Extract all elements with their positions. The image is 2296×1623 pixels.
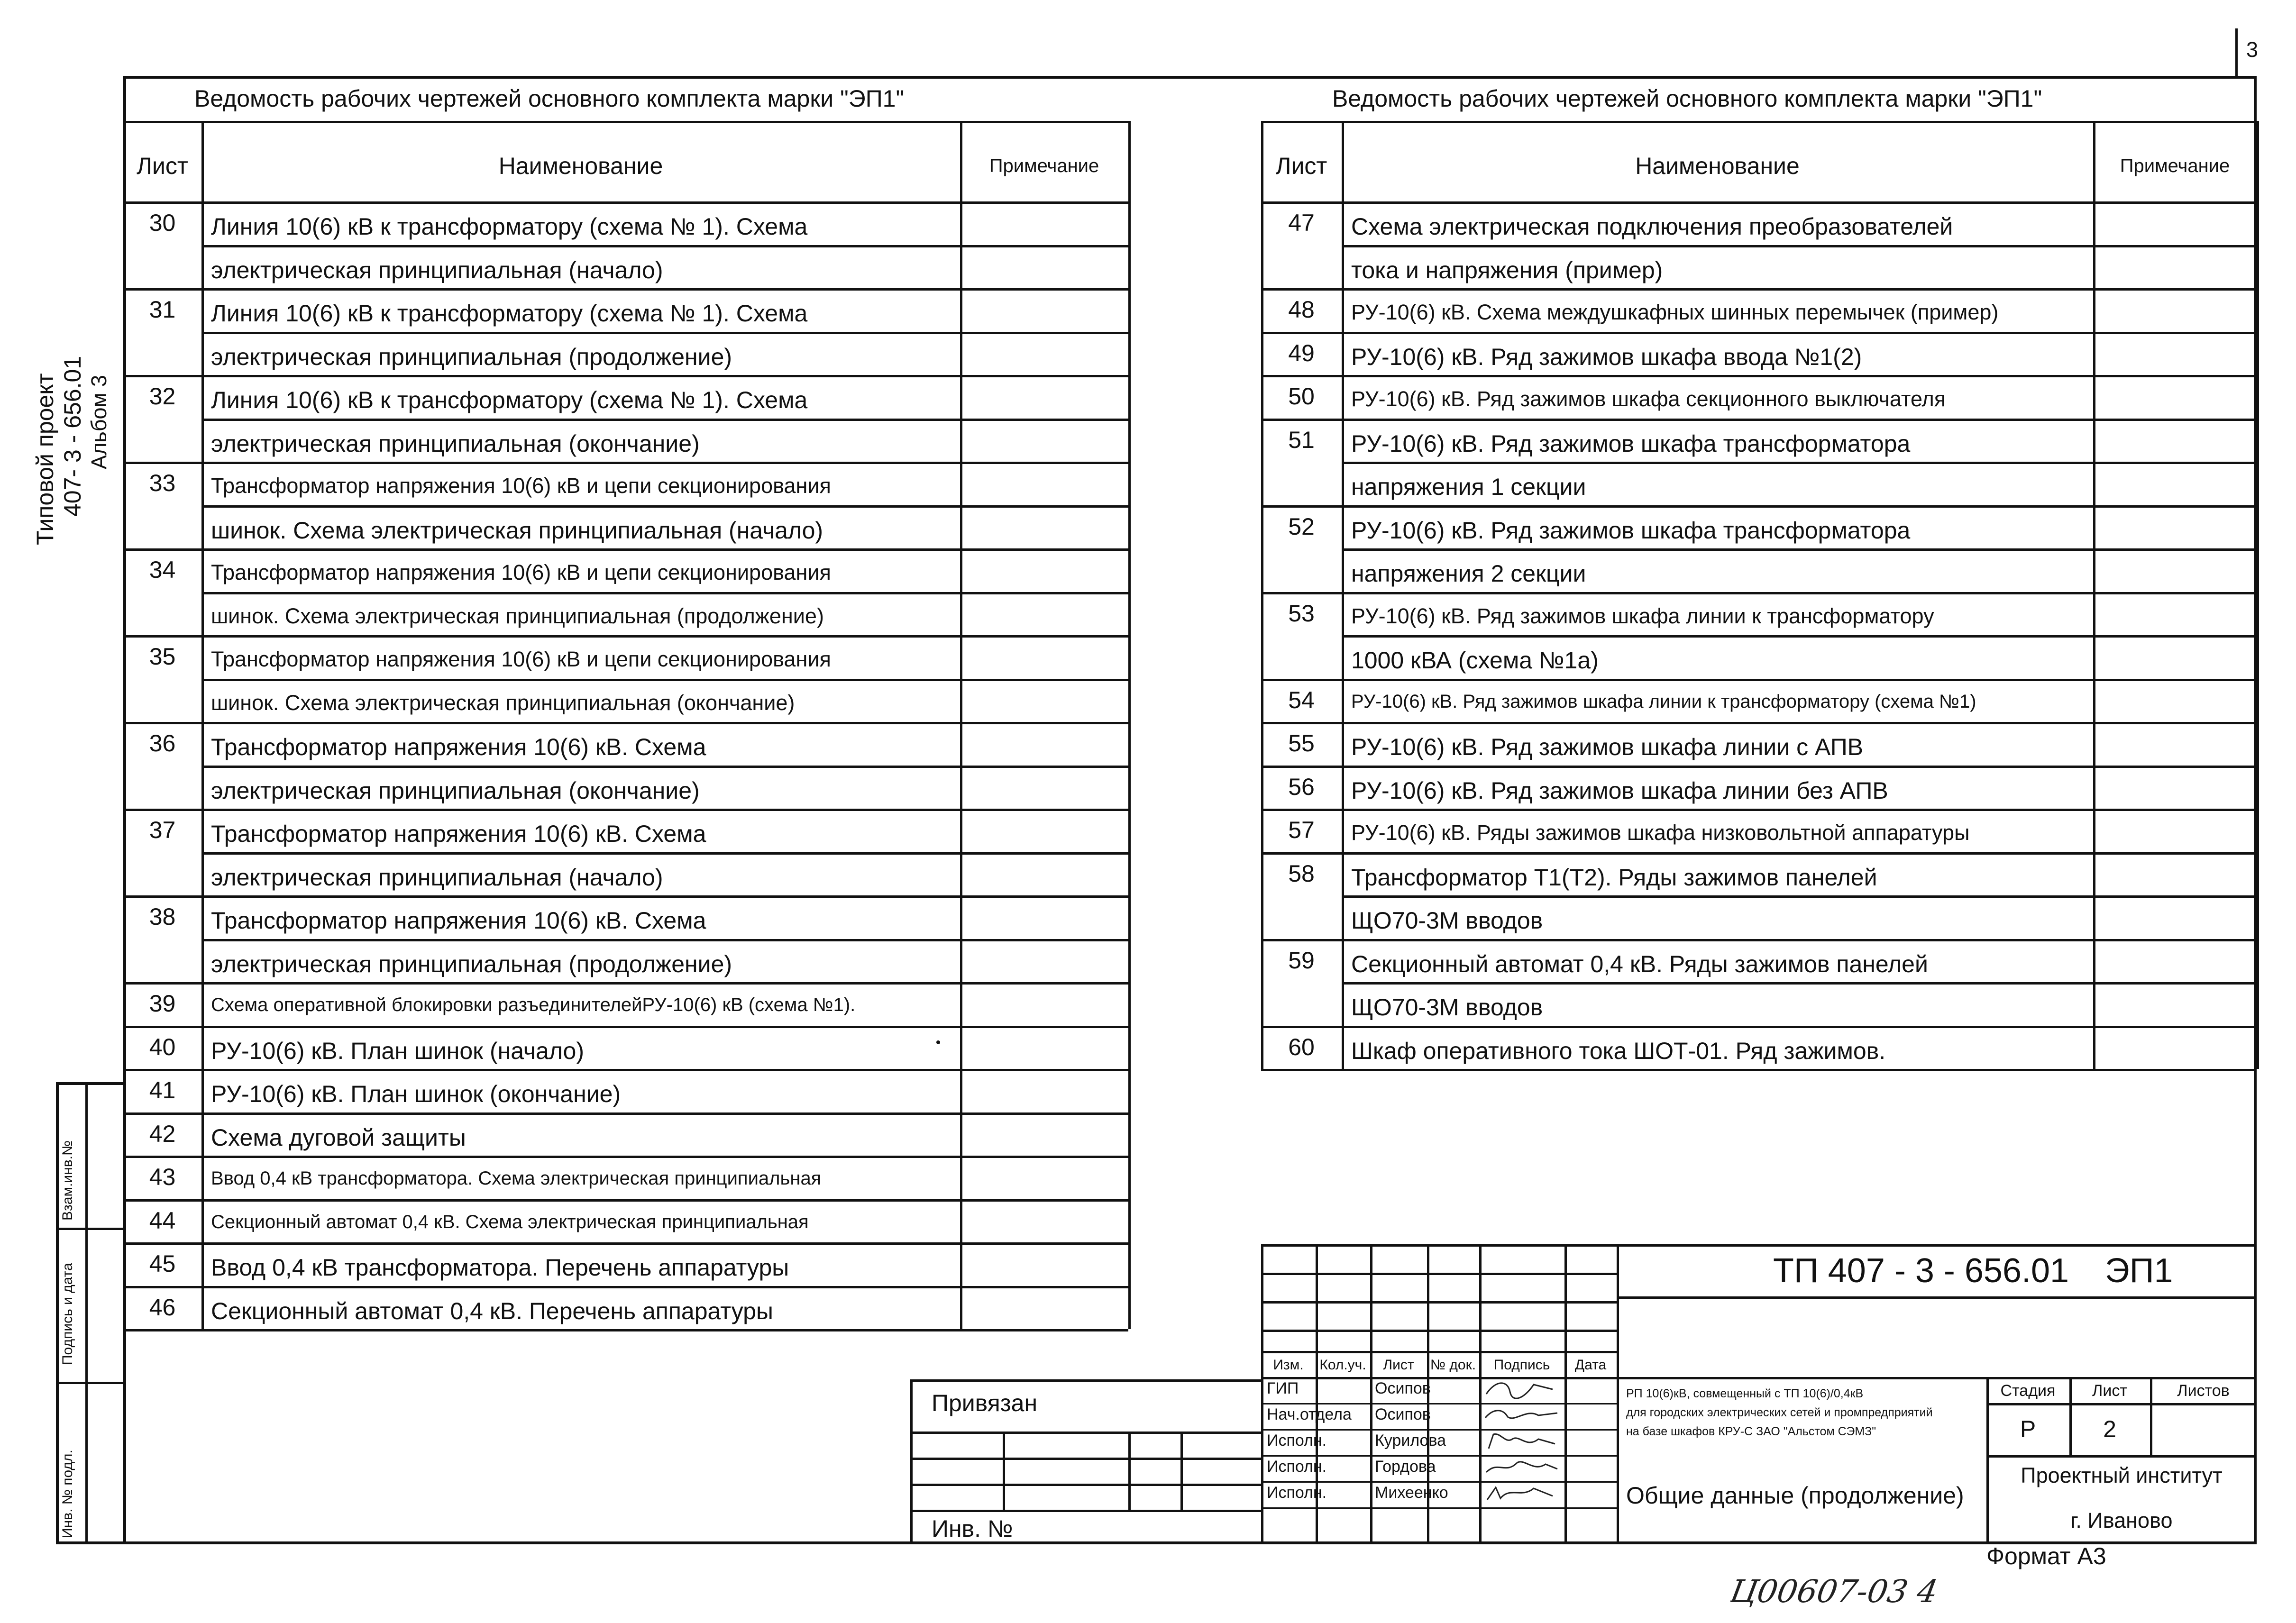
row-name: РУ-10(6) кВ. Ряд зажимов шкафа ввода №1(2) — [1351, 343, 1862, 370]
row-name: Трансформатор Т1(Т2). Ряды зажимов панелей — [1351, 864, 1877, 891]
rule — [1261, 1377, 1617, 1379]
row-sheet-number: 52 — [1288, 513, 1315, 540]
row-name: Шкаф оперативного тока ШОТ-01. Ряд зажимов. — [1351, 1037, 1886, 1064]
row-name: Линия 10(6) кВ к трансформатору (схема № 1). Схема — [211, 213, 808, 240]
row-sheet-number: 34 — [149, 556, 176, 583]
rule — [123, 1242, 1128, 1245]
rule — [1342, 635, 2257, 638]
row-name-cont: электрическая принципиальная (начало) — [211, 256, 663, 283]
stamp-sign-date: Подпись и дата — [60, 1263, 75, 1365]
signature-mark — [1482, 1482, 1562, 1505]
rule — [1261, 375, 2257, 377]
rule — [123, 635, 1128, 638]
rule — [1261, 505, 2257, 508]
tb-name: Михеенко — [1375, 1484, 1448, 1502]
rule — [1261, 201, 2257, 204]
row-name-cont: тока и напряжения (пример) — [1351, 256, 1663, 283]
side-label-line3: Альбом 3 — [87, 375, 111, 469]
rule — [123, 1286, 1128, 1288]
row-name-cont: шинок. Схема электрическая принципиальная (начало) — [211, 517, 823, 544]
row-sheet-number: 56 — [1288, 773, 1315, 800]
row-name: Схема дуговой защиты — [211, 1124, 466, 1151]
rule — [123, 1112, 1128, 1115]
rule — [201, 505, 1128, 508]
rule — [123, 809, 1128, 811]
tb-name: Курилова — [1375, 1432, 1446, 1450]
tb-name: Гордова — [1375, 1458, 1436, 1476]
row-sheet-number: 33 — [149, 470, 176, 496]
tb-role: Исполн. — [1267, 1484, 1327, 1502]
rule — [1261, 1403, 1617, 1404]
signature-mark — [1482, 1456, 1562, 1479]
row-name: Трансформатор напряжения 10(6) кВ и цепи секционирования — [211, 474, 831, 498]
rule — [123, 201, 1128, 204]
rule — [1261, 419, 2257, 421]
rule — [1261, 1507, 1617, 1509]
rule — [1261, 332, 2257, 334]
row-name: Ввод 0,4 кВ трансформатора. Схема электрическая принципиальная — [211, 1168, 822, 1189]
rule — [1261, 939, 2257, 941]
rule — [201, 852, 1128, 855]
row-name: РУ-10(6) кВ. Ряд зажимов шкафа линии с АПВ — [1351, 734, 1864, 760]
rule — [123, 462, 1128, 464]
side-label-line2: 407- 3 - 656.01 — [59, 356, 86, 517]
tb-mark: ЭП1 — [2105, 1252, 2173, 1290]
rule — [201, 679, 1128, 681]
header-sheet: Лист — [1275, 153, 1327, 179]
rule — [201, 592, 1128, 594]
row-name-cont: электрическая принципиальная (окончание) — [211, 777, 700, 804]
row-name: Трансформатор напряжения 10(6) кВ и цепи секционирования — [211, 647, 831, 671]
rule — [1261, 1481, 1617, 1483]
rule — [1342, 121, 1344, 1069]
tb-sheet: 2 — [2103, 1416, 2116, 1442]
row-name: Секционный автомат 0,4 кВ. Схема электрическая принципиальная — [211, 1211, 809, 1232]
right-table-title: Ведомость рабочих чертежей основного комплекта марки "ЭП1" — [1332, 85, 2042, 112]
rule — [1617, 1296, 2257, 1299]
rule — [1261, 1301, 1617, 1304]
page-number: 3 — [2246, 37, 2259, 62]
rule — [201, 419, 1128, 421]
row-sheet-number: 50 — [1288, 383, 1315, 410]
row-sheet-number: 32 — [149, 383, 176, 410]
row-sheet-number: 43 — [149, 1164, 176, 1190]
tb-col-header: Подпись — [1493, 1357, 1550, 1373]
row-name: Секционный автомат 0,4 кВ. Ряды зажимов панелей — [1351, 950, 1928, 977]
rule — [1261, 288, 2257, 291]
rule — [1261, 1330, 1617, 1332]
rule — [1617, 1377, 2257, 1379]
row-sheet-number: 54 — [1288, 686, 1315, 713]
rule — [123, 1329, 1128, 1331]
tb-name: Осипов — [1375, 1379, 1431, 1397]
rule — [1261, 809, 2257, 811]
row-sheet-number: 39 — [149, 990, 176, 1017]
tb-role: Исполн. — [1267, 1432, 1327, 1450]
row-sheet-number: 59 — [1288, 947, 1315, 974]
row-sheet-number: 31 — [149, 296, 176, 323]
rule — [201, 245, 1128, 247]
rule — [201, 332, 1128, 334]
handwritten-number — [1730, 1564, 1996, 1619]
row-sheet-number: 60 — [1288, 1033, 1315, 1060]
row-sheet-number: 36 — [149, 730, 176, 757]
row-sheet-number: 45 — [149, 1250, 176, 1277]
header-note: Примечание — [2120, 155, 2230, 176]
row-sheet-number: 53 — [1288, 600, 1315, 627]
row-name-cont: электрическая принципиальная (продолжение) — [211, 343, 732, 370]
stamp-inv-orig: Инв. № подл. — [60, 1450, 75, 1538]
row-name: Трансформатор напряжения 10(6) кВ. Схема — [211, 907, 706, 934]
row-sheet-number: 51 — [1288, 426, 1315, 453]
tb-col-header: Кол.уч. — [1319, 1357, 1366, 1373]
rule — [1342, 982, 2257, 985]
row-name-cont: напряжения 1 секции — [1351, 474, 1586, 500]
rule — [2093, 121, 2095, 1069]
stray-dot — [936, 1040, 940, 1044]
header-note: Примечание — [989, 155, 1099, 176]
format-label: Формат А3 — [1986, 1543, 2106, 1569]
tb-sheet-label: Лист — [2092, 1382, 2127, 1400]
rule — [1261, 766, 2257, 768]
row-name-cont: шинок. Схема электрическая принципиальная (продолжение) — [211, 603, 824, 628]
row-name-cont: напряжения 2 секции — [1351, 560, 1586, 587]
rule — [960, 121, 962, 1329]
rule — [1261, 1244, 2257, 1247]
stamp-replace-inv: Взам.инв.№ — [60, 1140, 75, 1221]
rule — [1261, 1069, 2257, 1071]
row-name: Трансформатор напряжения 10(6) кВ. Схема — [211, 734, 706, 760]
rule — [123, 288, 1128, 291]
rule — [123, 1026, 1128, 1028]
row-name: Трансформатор напряжения 10(6) кВ. Схема — [211, 821, 706, 847]
row-name: РУ-10(6) кВ. Ряд зажимов шкафа линии к трансформатору (схема №1) — [1351, 691, 1976, 712]
rule — [1261, 722, 2257, 724]
row-name: Линия 10(6) кВ к трансформатору (схема № 1). Схема — [211, 387, 808, 413]
row-sheet-number: 57 — [1288, 817, 1315, 843]
row-name: Ввод 0,4 кВ трансформатора. Перечень аппаратуры — [211, 1254, 789, 1281]
row-name-cont: электрическая принципиальная (окончание) — [211, 430, 700, 457]
rule — [1342, 895, 2257, 898]
side-label-line1: Типовой проект — [32, 373, 58, 545]
tb-col-header: № док. — [1430, 1357, 1476, 1373]
row-sheet-number: 38 — [149, 903, 176, 930]
rule — [123, 548, 1128, 551]
row-name-cont: шинок. Схема электрическая принципиальная (окончание) — [211, 690, 795, 715]
row-name: РУ-10(6) кВ. План шинок (окончание) — [211, 1081, 621, 1107]
row-name: Схема оперативной блокировки разъединителейРУ-10(6) кВ (схема №1). — [211, 994, 856, 1015]
row-sheet-number: 44 — [149, 1207, 176, 1234]
row-name: РУ-10(6) кВ. Ряд зажимов шкафа трансформатора — [1351, 517, 1911, 544]
binding-inv: Инв. № — [932, 1515, 1013, 1542]
tb-org-line1: Проектный институт — [2021, 1463, 2223, 1487]
row-name: РУ-10(6) кВ. Ряд зажимов шкафа линии к трансформатору — [1351, 603, 1934, 628]
rule — [201, 939, 1128, 941]
row-name-cont: электрическая принципиальная (начало) — [211, 864, 663, 891]
rule — [201, 121, 204, 1329]
tb-sheets-label: Листов — [2177, 1382, 2230, 1400]
row-sheet-number: 58 — [1288, 860, 1315, 887]
row-name: РУ-10(6) кВ. Ряд зажимов шкафа секционного выключателя — [1351, 387, 1946, 411]
rule — [123, 722, 1128, 724]
row-sheet-number: 55 — [1288, 730, 1315, 757]
row-name: РУ-10(6) кВ. Ряды зажимов шкафа низковольтной аппаратуры — [1351, 821, 1970, 845]
rule — [1261, 679, 2257, 681]
rule — [1261, 121, 2257, 123]
tb-name: Осипов — [1375, 1405, 1431, 1423]
tb-role: ГИП — [1267, 1379, 1299, 1397]
header-name: Наименование — [498, 153, 663, 179]
rule — [123, 982, 1128, 985]
binding-label: Привязан — [932, 1390, 1038, 1416]
tb-org-line2: г. Иваново — [2070, 1508, 2173, 1532]
rule — [1261, 852, 2257, 855]
row-name-cont: электрическая принципиальная (продолжение) — [211, 950, 732, 977]
row-sheet-number: 46 — [149, 1294, 176, 1321]
rule — [1342, 462, 2257, 464]
rule — [1564, 1244, 1567, 1544]
tb-stage-label: Стадия — [2000, 1382, 2056, 1400]
handwritten-number-text: Ц00607-03 4 — [1730, 1573, 1941, 1610]
header-sheet: Лист — [137, 153, 188, 179]
rule — [1342, 245, 2257, 247]
row-name: РУ-10(6) кВ. Схема междушкафных шинных перемычек (пример) — [1351, 300, 1999, 324]
rule — [123, 895, 1128, 898]
row-sheet-number: 37 — [149, 817, 176, 843]
row-sheet-number: 49 — [1288, 339, 1315, 366]
row-sheet-number: 30 — [149, 210, 176, 236]
left-table-title: Ведомость рабочих чертежей основного комплекта марки "ЭП1" — [194, 85, 905, 112]
rule — [201, 766, 1128, 768]
tb-sheet-title: Общие данные (продолжение) — [1626, 1482, 1964, 1509]
rule — [123, 375, 1128, 377]
rule — [1986, 1403, 2257, 1405]
tb-role: Нач.отдела — [1267, 1405, 1352, 1423]
rule — [2257, 121, 2259, 1069]
rule — [1986, 1455, 2257, 1458]
rule — [1261, 1351, 1617, 1353]
rule — [1261, 1026, 2257, 1028]
tb-col-header: Лист — [1383, 1357, 1414, 1373]
rule — [1370, 1244, 1372, 1544]
rule — [1261, 1455, 1617, 1457]
row-name-cont: 1000 кВА (схема №1а) — [1351, 647, 1599, 674]
row-sheet-number: 42 — [149, 1120, 176, 1147]
rule — [1261, 592, 2257, 594]
row-name: Линия 10(6) кВ к трансформатору (схема № 1). Схема — [211, 300, 808, 327]
row-name: РУ-10(6) кВ. План шинок (начало) — [211, 1037, 584, 1064]
signature-mark — [1482, 1404, 1562, 1427]
tb-stage: Р — [2020, 1416, 2036, 1442]
page-number-divider — [2235, 28, 2238, 76]
tb-col-header: Изм. — [1273, 1357, 1304, 1373]
rule — [1261, 1244, 1263, 1544]
row-name-cont: ЩО70-3М вводов — [1351, 907, 1543, 934]
rule — [1617, 1244, 1619, 1544]
tb-project-line2: для городских электрических сетей и промпредприятий — [1626, 1406, 1933, 1419]
row-name: РУ-10(6) кВ. Ряд зажимов шкафа трансформатора — [1351, 430, 1911, 457]
tb-role: Исполн. — [1267, 1458, 1327, 1476]
row-name: Трансформатор напряжения 10(6) кВ и цепи секционирования — [211, 560, 831, 584]
row-name: РУ-10(6) кВ. Ряд зажимов шкафа линии без АПВ — [1351, 777, 1888, 804]
row-sheet-number: 41 — [149, 1077, 176, 1103]
tb-project-line3: на базе шкафов КРУ-С ЗАО "Альстом СЭМЗ" — [1626, 1425, 1876, 1438]
row-sheet-number: 47 — [1288, 210, 1315, 236]
rule — [1261, 1429, 1617, 1431]
signature-mark — [1482, 1377, 1562, 1401]
row-name-cont: ЩО70-3М вводов — [1351, 994, 1543, 1021]
row-sheet-number: 48 — [1288, 296, 1315, 323]
rule — [123, 121, 1128, 123]
rule — [123, 1199, 1128, 1202]
rule — [1261, 121, 1263, 1069]
rule — [1342, 548, 2257, 551]
rule — [123, 1156, 1128, 1158]
signature-mark — [1482, 1430, 1562, 1453]
row-name: Секционный автомат 0,4 кВ. Перечень аппаратуры — [211, 1297, 773, 1324]
rule — [123, 1069, 1128, 1071]
header-name: Наименование — [1635, 153, 1800, 179]
row-name: Схема электрическая подключения преобразователей — [1351, 213, 1953, 240]
row-sheet-number: 40 — [149, 1033, 176, 1060]
row-sheet-number: 35 — [149, 643, 176, 670]
tb-col-header: Дата — [1574, 1357, 1607, 1373]
tb-project-line1: РП 10(6)кВ, совмещенный с ТП 10(6)/0,4кВ — [1626, 1387, 1864, 1400]
rule — [1128, 121, 1131, 1329]
tb-code: ТП 407 - 3 - 656.01 — [1773, 1252, 2069, 1290]
rule — [1261, 1273, 1617, 1275]
